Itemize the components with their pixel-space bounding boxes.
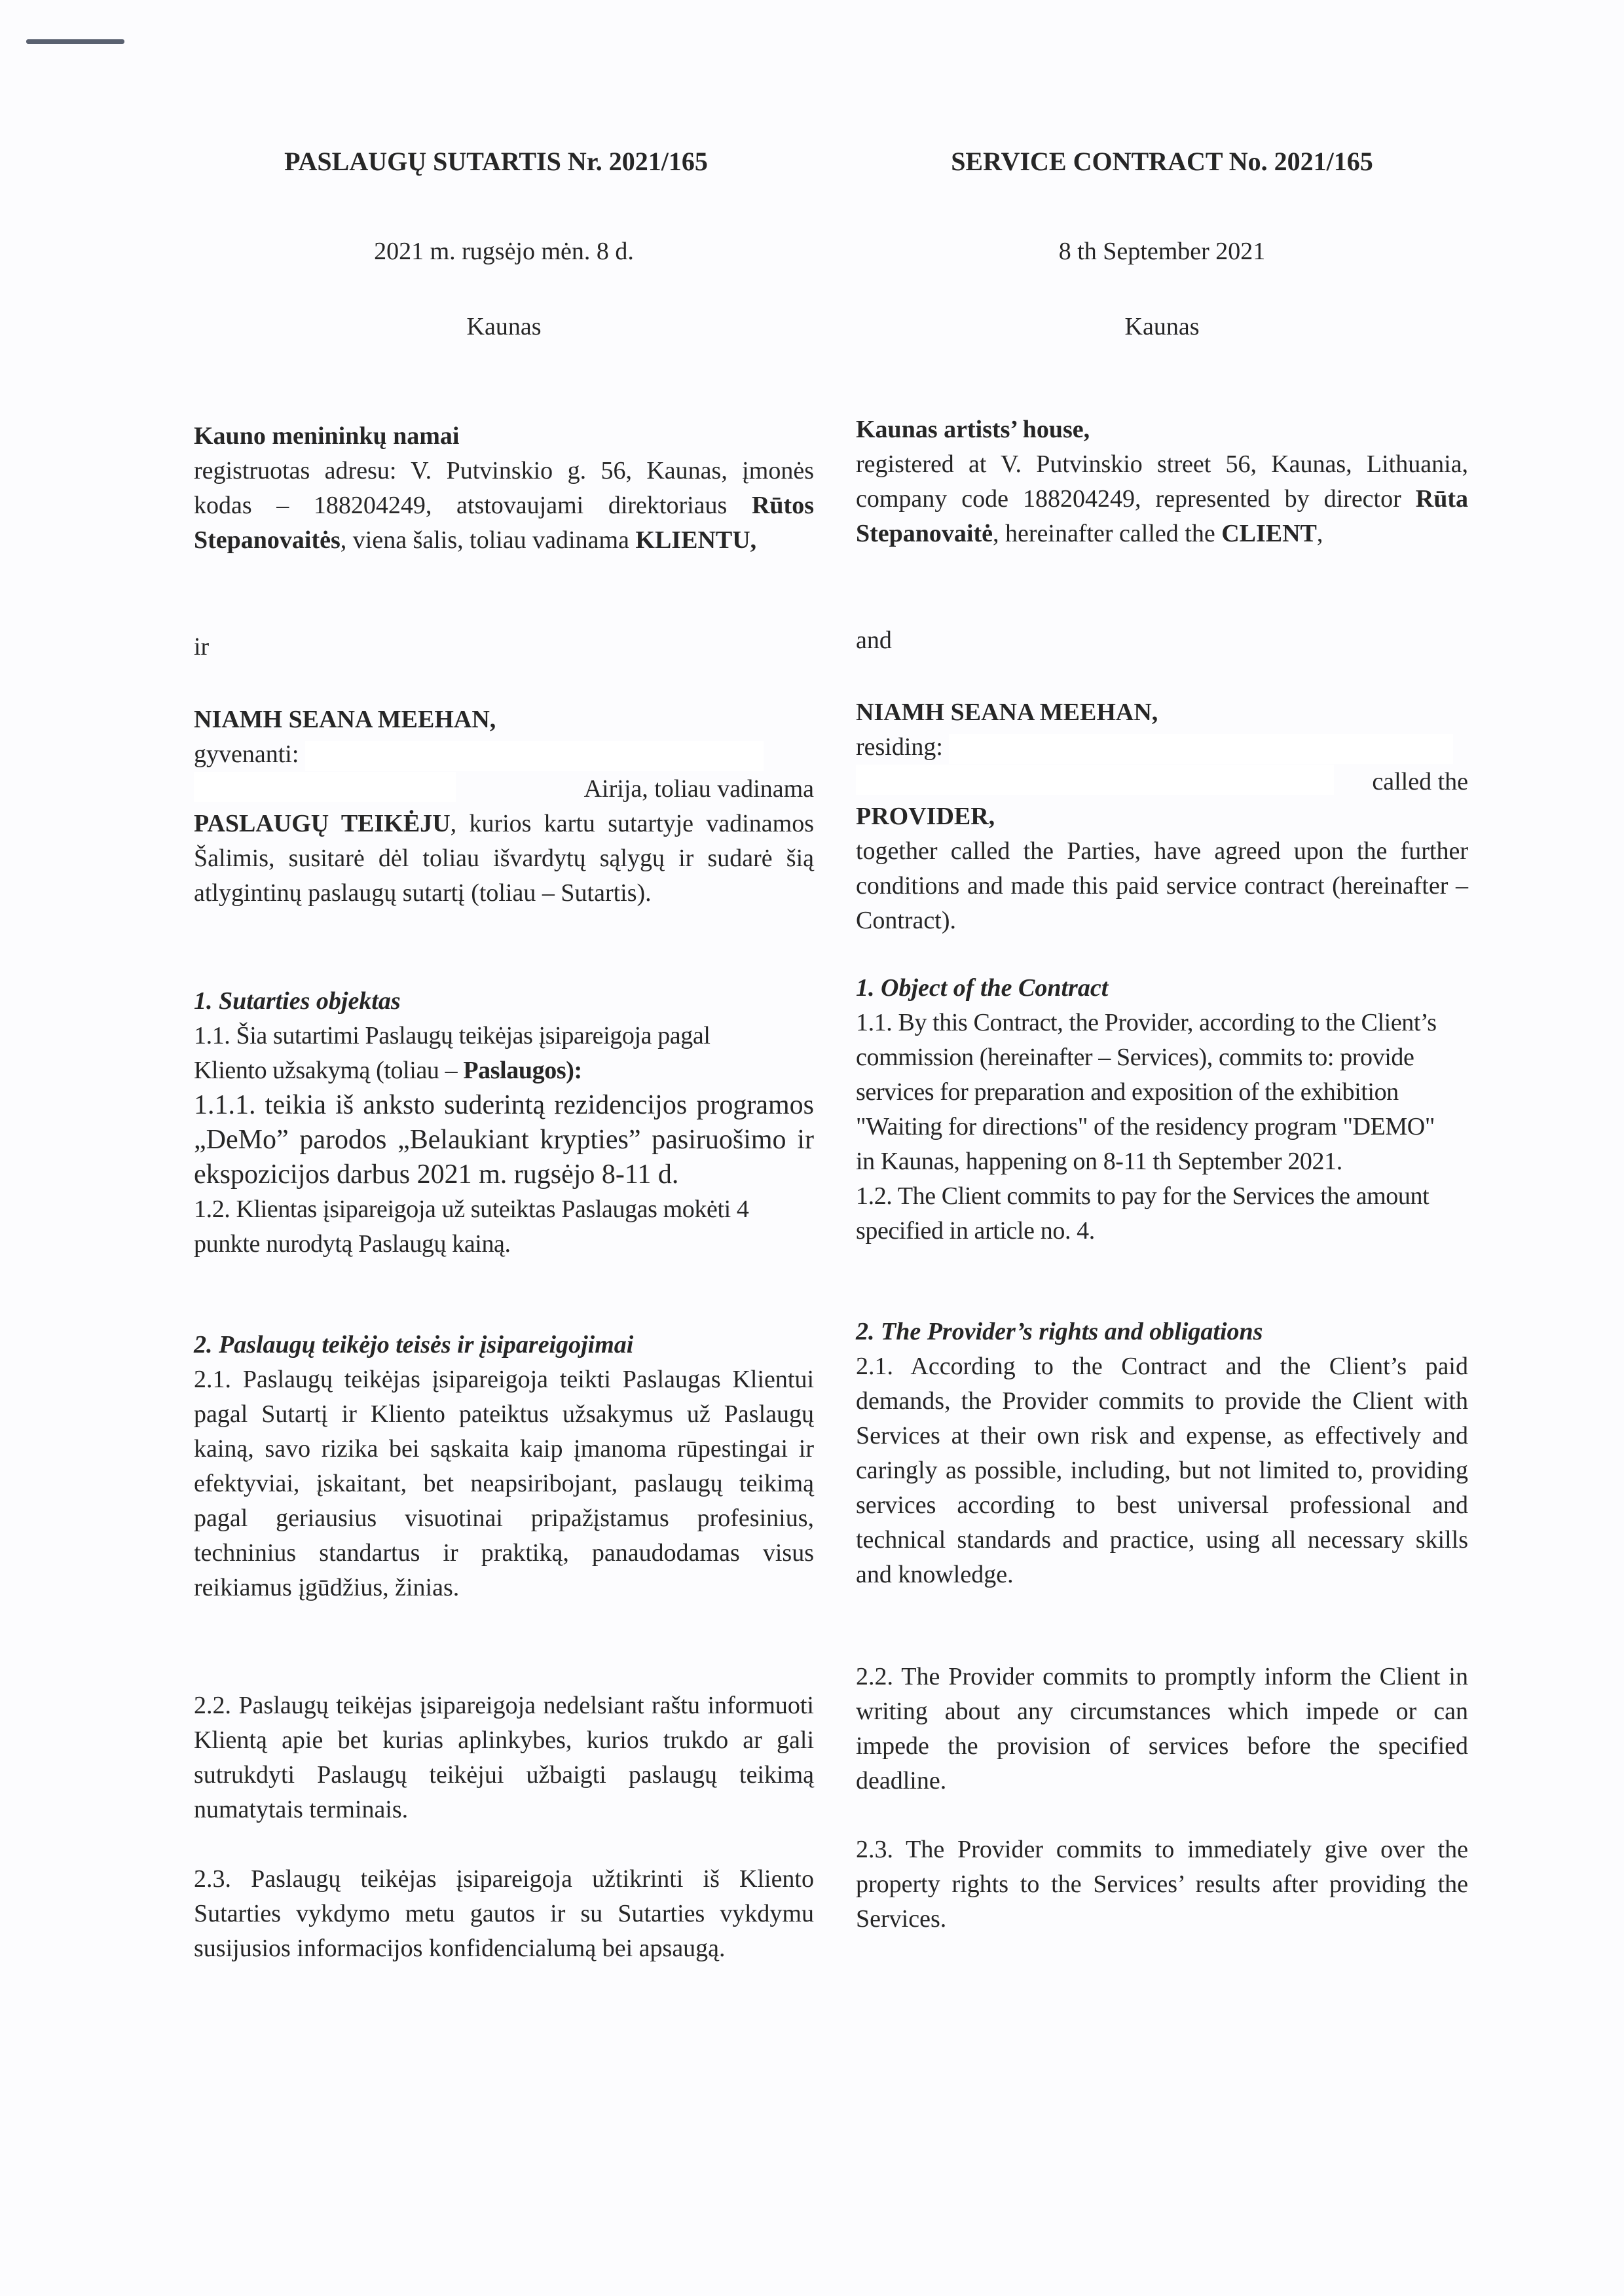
- clause-2-2-en: 2.2. The Provider commits to promptly inform the Client in writing about any circumstances which impede or can impede the provision of services before the specified deadline.: [856, 1663, 1468, 1795]
- contract-city-lt: Kaunas: [466, 313, 542, 340]
- clause-1-2-lt: 1.2. Klientas įsipareigoja už suteiktas Paslaugas mokėti 4 punkte nurodytą Paslaugų kainą.: [194, 1195, 749, 1258]
- client-name-en: Kaunas artists’ house,: [856, 416, 1090, 443]
- redacted-address: [305, 741, 764, 771]
- clause-1-1-en: 1.1. By this Contract, the Provider, according to the Client’s commission (hereinafter – Services), commits to: provide services for preparation and exposition of the exhibition "Waiting for directions" of the residency program "DEMO" in Kaunas, happening on 8-11 th September 2021.: [856, 1009, 1437, 1175]
- redacted-address: [194, 772, 456, 802]
- clause-2-1-lt: 2.1. Paslaugų teikėjas įsipareigoja teikti Paslaugas Klientui pagal Sutartį ir Kliento pateiktus užsakymus už Paslaugų kainą, savo rizika bei sąskaita kaip įmanoma rūpestingai ir efektyviai, įskaitant, bet neapsiribojant, paslaugų teikimą pagal geriausius visuotinai pripažįstamus profesinius, techninius standartus ir praktiką, panaudodamas visus reikiamus įgūdžius, žinias.: [194, 1366, 814, 1601]
- client-party-lt: [194, 419, 814, 558]
- section-1-heading-lt: 1. Sutarties objektas: [194, 987, 401, 1015]
- provider-text-lt: , kurios kartu sutartyje vadinamos Šalimis, susitarė dėl toliau išvardytų sąlygų ir sudarė šią atlygintinų paslaugų sutartį (toliau – Sutartis).: [194, 810, 814, 907]
- client-role-lt: KLIENTU,: [635, 526, 757, 554]
- provider-residing-lt: gyvenanti:: [194, 740, 299, 768]
- client-party-en: [856, 412, 1468, 551]
- redacted-address: [949, 734, 1453, 764]
- scan-mark: [26, 39, 124, 44]
- conjunction-en: and: [856, 627, 892, 654]
- client-details-en: registered at V. Putvinskio street 56, Kaunas, Lithuania, company code 188204249, represented by director: [856, 450, 1468, 513]
- section-1-lt: [194, 984, 814, 1262]
- clause-1-1-term-lt: Paslaugos):: [463, 1057, 582, 1084]
- client-role-en: CLIENT: [1221, 520, 1317, 547]
- clause-2-1-en: 2.1. According to the Contract and the Client’s paid demands, the Provider commits to provide the Client with Services at their own risk and expense, as effectively and caringly as possible, including, but not limited to, providing services according to best universal professional and technical standards and practice, using all necessary skills and knowledge.: [856, 1353, 1468, 1588]
- section-2-en: [856, 1315, 1468, 1592]
- section-1-en: [856, 971, 1468, 1248]
- client-text-en: , hereinafter called the: [993, 520, 1222, 547]
- clause-1-1-1-lt: 1.1.1. teikia iš anksto suderintą rezidencijos programos „DeMo” parodos „Belaukiant krypties” pasiruošimo ir ekspozicijos darbus 2021 m. rugsėjo 8-11 d.: [194, 1090, 814, 1190]
- client-director-en: Rūta Stepanovaitė: [856, 485, 1468, 547]
- provider-role-lt: PASLAUGŲ TEIKĖJU: [194, 810, 451, 837]
- redacted-address: [856, 765, 1334, 795]
- clause-1-1-lt: 1.1. Šia sutartimi Paslaugų teikėjas įsipareigoja pagal Kliento užsakymą (toliau –: [194, 1022, 710, 1084]
- section-2-heading-en: 2. The Provider’s rights and obligations: [856, 1318, 1263, 1345]
- provider-residing-en: residing:: [856, 733, 943, 761]
- contract-title-en: SERVICE CONTRACT No. 2021/165: [951, 147, 1373, 176]
- provider-text-en: together called the Parties, have agreed upon the further conditions and made this paid service contract (hereinafter – Contract).: [856, 837, 1468, 934]
- provider-role-en: PROVIDER,: [856, 803, 995, 830]
- conjunction-lt: ir: [194, 633, 210, 661]
- client-details-lt: registruotas adresu: V. Putvinskio g. 56, Kaunas, įmonės kodas – 188204249, atstovaujami direktoriaus: [194, 457, 814, 519]
- client-text-lt: , viena šalis, toliau vadinama: [340, 526, 636, 554]
- provider-called-en: called the: [1372, 768, 1468, 795]
- provider-party-en: [856, 695, 1468, 938]
- section-2-lt: [194, 1328, 814, 1605]
- clause-2-3-en: 2.3. The Provider commits to immediately give over the property rights to the Services’ results after providing the Services.: [856, 1836, 1468, 1933]
- contract-date-lt: 2021 m. rugsėjo mėn. 8 d.: [374, 238, 634, 265]
- client-comma-en: ,: [1316, 520, 1323, 547]
- section-1-heading-en: 1. Object of the Contract: [856, 974, 1109, 1002]
- clause-1-2-en: 1.2. The Client commits to pay for the Services the amount specified in article no. 4.: [856, 1182, 1430, 1245]
- contract-title-lt: PASLAUGŲ SUTARTIS Nr. 2021/165: [284, 147, 708, 176]
- provider-party-lt: [194, 702, 814, 911]
- section-2-heading-lt: 2. Paslaugų teikėjo teisės ir įsipareigojimai: [194, 1331, 634, 1358]
- contract-date-en: 8 th September 2021: [1058, 238, 1266, 265]
- client-director-lt: Rūtos Stepanovaitės: [194, 492, 814, 554]
- client-name-lt: Kauno menininkų namai: [194, 422, 460, 450]
- clause-2-3-lt: 2.3. Paslaugų teikėjas įsipareigoja užtikrinti iš Kliento Sutarties vykdymo metu gautos ir su Sutarties vykdymu susijusios informacijos konfidencialumą bei apsaugą.: [194, 1865, 814, 1962]
- provider-country-lt: Airija, toliau vadinama: [583, 775, 814, 803]
- provider-name-lt: NIAMH SEANA MEEHAN,: [194, 706, 496, 733]
- provider-name-en: NIAMH SEANA MEEHAN,: [856, 699, 1158, 726]
- clause-2-2-lt: 2.2. Paslaugų teikėjas įsipareigoja nedelsiant raštu informuoti Klientą apie bet kurias aplinkybes, kurios trukdo ar gali sutrukdyti Paslaugų teikėjui užbaigti paslaugų teikimą numatytais terminais.: [194, 1692, 814, 1823]
- contract-city-en: Kaunas: [1124, 313, 1200, 340]
